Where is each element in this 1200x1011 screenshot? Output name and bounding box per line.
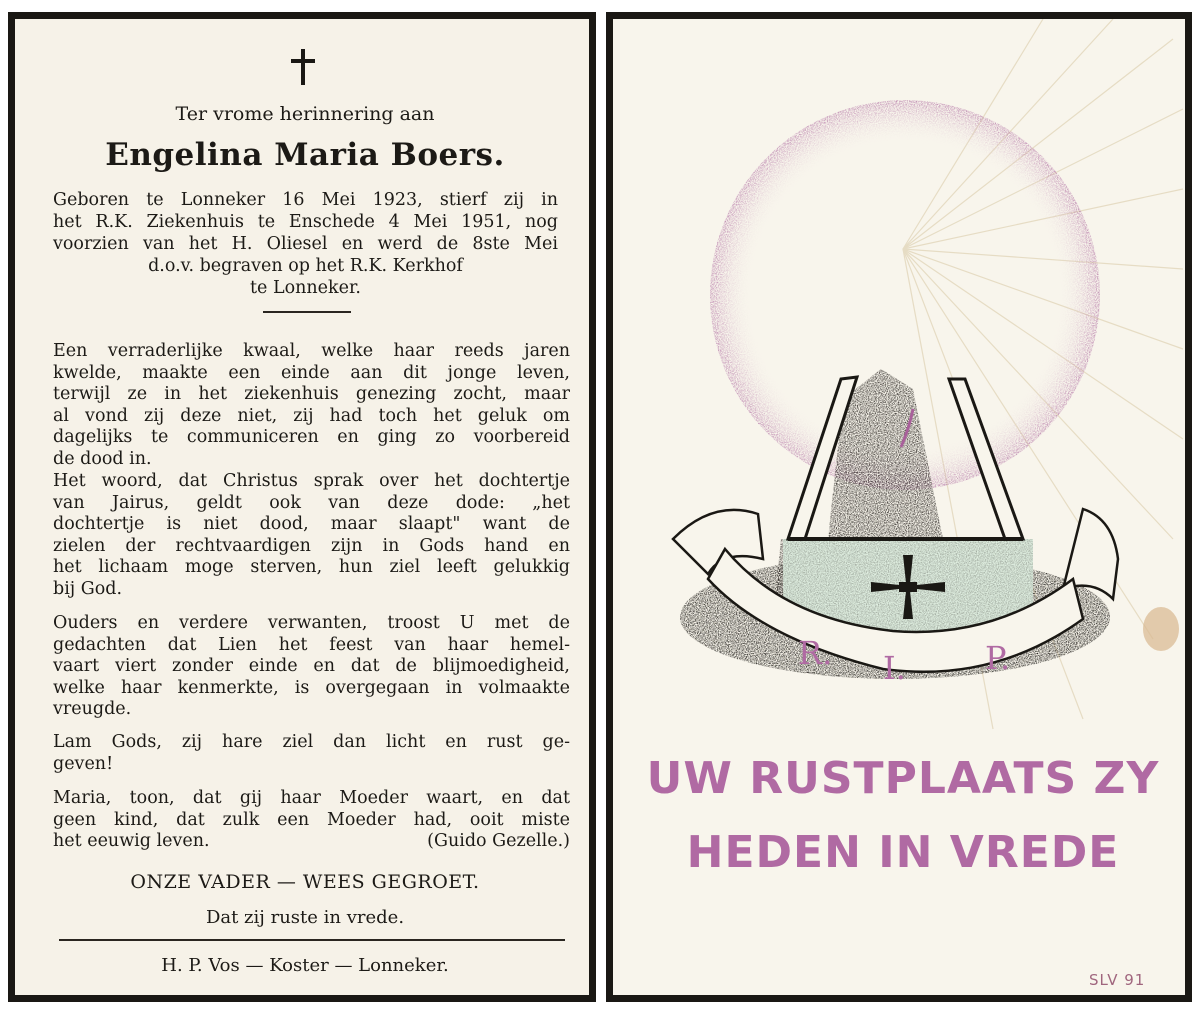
- text-line: Maria, toon, dat gij haar Moeder waart, en dat: [53, 788, 570, 808]
- text-line: bij God.: [53, 578, 123, 599]
- text-line: terwijl ze in het ziekenhuis genezing zocht, maar: [53, 384, 570, 404]
- divider: [263, 311, 351, 313]
- text-line: dochtertje is niet dood, maar slaapt" want de: [53, 514, 570, 534]
- deceased-name: Engelina Maria Boers.: [105, 137, 505, 173]
- text-line: Lam Gods, zij hare ziel dan licht en rust ge-: [53, 732, 570, 752]
- paragraph-mary: [53, 788, 570, 853]
- memorial-text-card: [8, 12, 596, 1002]
- paragraph-scripture: [53, 471, 570, 600]
- text-line: geen kind, dat zulk een Moeder had, ooit miste: [53, 809, 570, 830]
- text-line: vreugde.: [53, 699, 132, 719]
- divider: [59, 939, 565, 941]
- publisher-code: SLV 91: [1089, 971, 1146, 989]
- text-line: zielen der rechtvaardigen zijn in Gods hand en: [53, 535, 570, 556]
- prayer-line: ONZE VADER — WEES GEGROET.: [130, 871, 480, 893]
- biography: [53, 189, 558, 299]
- paragraph-illness: [53, 341, 570, 470]
- text-line: Een verraderlijke kwaal, welke haar reeds jaren: [53, 341, 570, 361]
- text-line: de dood in.: [53, 448, 152, 469]
- text-line: welke haar kenmerkte, is overgegaan in volmaakte: [53, 677, 570, 698]
- text-line: kwelde, maakte een einde aan dit jonge leven,: [53, 362, 570, 383]
- text-line: dagelijks te communiceren en ging zo voorbereid: [53, 427, 570, 447]
- text-line: van Jairus, geldt ook van deze dode: „het: [53, 492, 570, 513]
- printer-credit: H. P. Vos — Koster — Lonneker.: [161, 955, 449, 976]
- text-line: geven!: [53, 753, 114, 774]
- rest-in-peace-line: Dat zij ruste in vrede.: [205, 907, 405, 928]
- quote-last-line: [53, 831, 570, 853]
- text-line: het eeuwig leven.: [53, 831, 210, 851]
- text-line: vaart viert zonder einde en dat de blijmoedigheid,: [53, 656, 570, 676]
- paragraph-lamb-of-god: [53, 732, 570, 775]
- banner-letter-r: R.: [798, 634, 833, 672]
- bio-line: te Lonneker.: [250, 278, 361, 298]
- text-line: Ouders en verdere verwanten, troost U met de: [53, 613, 570, 633]
- intro-line: Ter vrome herinnering aan: [175, 103, 435, 125]
- text-line: gedachten dat Lien het feest van haar hemel-: [53, 634, 570, 655]
- banner-letter-i: I.: [883, 649, 906, 687]
- memorial-image-card: [606, 12, 1192, 1002]
- cross-icon: [291, 49, 315, 85]
- quote-author: (Guido Gezelle.): [427, 831, 570, 851]
- banner-letter-p: P.: [985, 639, 1011, 677]
- paper-stain: [1143, 607, 1179, 651]
- motto-line-1: UW RUSTPLAATS ZY: [646, 753, 1160, 804]
- motto-line-2: HEDEN IN VREDE: [686, 827, 1120, 878]
- bio-line: d.o.v. begraven op het R.K. Kerkhof: [148, 256, 463, 276]
- text-line: al vond zij deze niet, zij had toch het geluk om: [53, 405, 570, 426]
- bio-line: voorzien van het H. Oliesel en werd de 8ste Mei: [53, 234, 558, 254]
- text-line: Het woord, dat Christus sprak over het dochtertje: [53, 471, 570, 491]
- bio-line: Geboren te Lonneker 16 Mei 1923, stierf zij in: [53, 190, 558, 210]
- bio-line: het R.K. Ziekenhuis te Enschede 4 Mei 1951, nog: [53, 212, 558, 232]
- text-line: het lichaam moge sterven, hun ziel leeft gelukkig: [53, 557, 570, 577]
- paragraph-family: [53, 613, 570, 721]
